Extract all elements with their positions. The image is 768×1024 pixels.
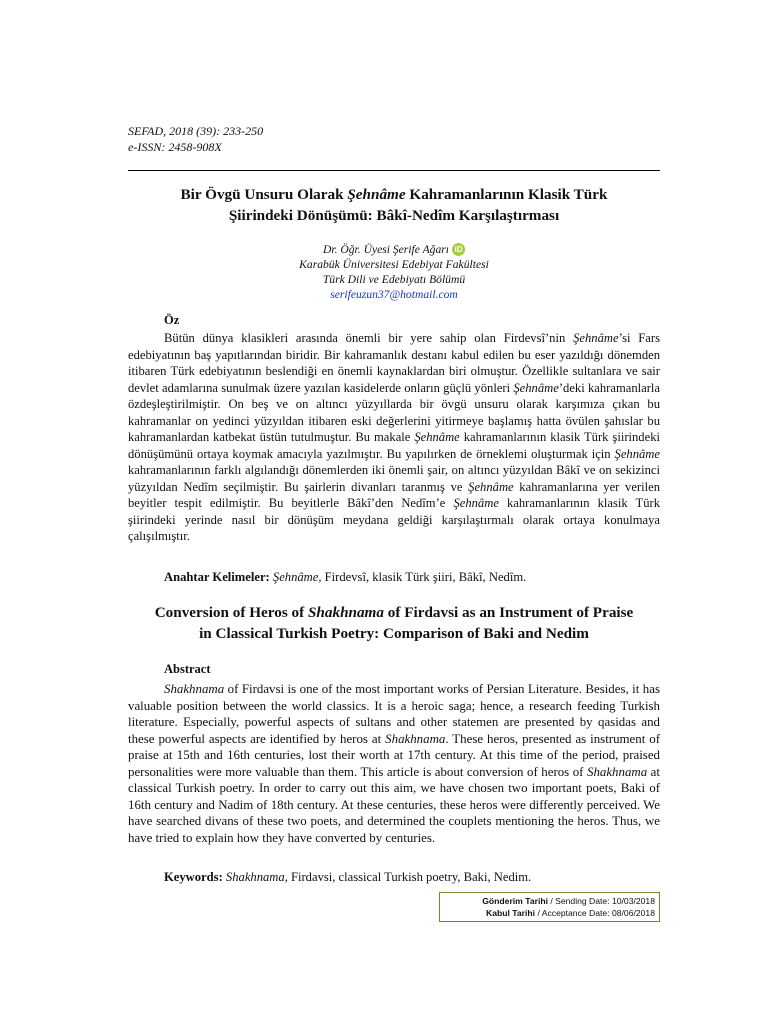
author-block <box>128 242 660 302</box>
author-email-link[interactable]: serifeuzun37@hotmail.com <box>330 288 458 301</box>
english-title-line-2: in Classical Turkish Poetry: Comparison of Baki and Nedim <box>199 625 589 642</box>
header-divider <box>128 170 660 171</box>
italic-term: Şehnâme <box>513 380 559 395</box>
italic-term: Şehnâme <box>468 479 514 494</box>
text-segment: of Firdavsi is one of the most important works of Persian Literature. Besides, it has valuable position between the world classics. It is a heroic saga; hence, a research feeding Turkish literature. Especially, powerful aspects of sultans and other statemen are presented by qasidas and these powerful aspects are identified by heros at <box>128 682 660 746</box>
text-segment: kahramanlarının klasik Türk şiirindeki yerinde nasıl bir dönüşüm meydana geldiği karşılaştırmalı olarak ortaya konulmaya çalışılmıştır. <box>128 496 660 543</box>
italic-term: Şehnâme <box>453 496 499 510</box>
turkish-title-line-2: Şiirindeki Dönüşümü: Bâkî-Nedîm Karşılaştırması <box>228 207 560 224</box>
turkish-title-line-1: Bir Övgü Unsuru Olarak Şehnâme Kahramanlarının Klasik Türk <box>180 186 608 203</box>
text-segment: ’si Fars edebiyatının baş yapıtlarından biridir. Bir kahramanlık destanı kabul edilen bu eser yazıldığı dönemden itibaren Türk edebiyatının beslendiği en önemli kaynaklardan biri olmuştur. Özellikle sultanlara ve sair devlet adamlarına sunulmak üzere yazılan kasidelerde onların güçlü yönleri <box>128 331 660 395</box>
oz-body <box>128 330 660 545</box>
italic-term: Şehnâme <box>414 430 460 444</box>
author-name: Dr. Öğr. Üyesi Şerife Ağarı <box>322 243 450 256</box>
orcid-icon[interactable]: iD <box>452 243 465 256</box>
text-segment: . These heros, presented as instrument of praise at 15th and 16th centuries, lost their worth at 17th century. At this time of the period, praised personalities were more valuable than them. This article is about conversion of heros of <box>128 731 660 779</box>
text-segment: kahramanlarının farklı algılandığı dönemlerden iki önemli şair, on altıncı yüzyıldan Bâkî ve on sekizinci yüzyıldan Nedîm seçilmiştir. Bu şairlerin divanları taranmış ve <box>128 463 660 494</box>
author-affiliation-1: Karabük Üniversitesi Edebiyat Fakültesi <box>299 258 489 271</box>
english-title <box>128 602 660 644</box>
turkish-keywords: Anahtar Kelimeler: Şehnâme, Firdevsî, klasik Türk şiiri, Bâkî, Nedîm. <box>164 570 527 584</box>
sending-date: Gönderim Tarihi / Sending Date: 10/03/2018 <box>482 896 655 906</box>
italic-term: Şehnâme <box>573 331 619 345</box>
text-segment: at classical Turkish poetry. In order to carry out this aim, we have chosen two important poets, Baki of 16th century and Nadim of 18th century. At these centuries, these heros were differently perceived. We have searched divans of these two poets, and determined the couplets mentioning the heros. Thus, we have tried to explain how they have converted by centuries. <box>128 764 660 845</box>
italic-term: Şehnâme <box>614 446 660 461</box>
turkish-title <box>128 184 660 226</box>
abstract-body <box>128 681 660 846</box>
text-segment: kahramanlarının klasik Türk şiirindeki dönüşümünü ortaya koymak amacıyla yazılmıştır. Bu yapılırken de örneklemi oluşturmak için <box>128 430 660 461</box>
italic-term: Shakhnama <box>164 682 225 696</box>
dates-box <box>439 892 660 922</box>
italic-term: Shakhnama <box>385 731 446 746</box>
journal-issn: e-ISSN: 2458-908X <box>128 140 222 154</box>
english-title-line-1: Conversion of Heros of Shakhnama of Firdavsi as an Instrument of Praise <box>154 604 634 621</box>
journal-header <box>128 123 263 155</box>
author-affiliation-2: Türk Dili ve Edebiyatı Bölümü <box>322 273 466 286</box>
text-segment: ’deki kahramanlarla özdeşleştirilmiştir. On beş ve on altıncı yüzyıllarda bir övgü unsuru olarak karşımıza çıkan bu kahramanlar on yedinci yüzyıldan itibaren eski değerlerini yitirmeye başlamış hatta övülen şahıslar bu kahramanlardan katbekat üstün tutulmuştur. Bu makale <box>128 380 661 444</box>
english-keywords: Keywords: Shakhnama, Firdavsi, classical Turkish poetry, Baki, Nedim. <box>164 870 532 884</box>
text-segment: kahramanlarına yer verilen beyitler tespit edilmiştir. Bu beyitlerle Bâkî’den Nedîm’e <box>128 479 661 510</box>
acceptance-date: Kabul Tarihi / Acceptance Date: 08/06/2018 <box>486 908 655 918</box>
oz-heading: Öz <box>164 313 180 327</box>
abstract-heading: Abstract <box>164 662 211 676</box>
text-segment: Bütün dünya klasikleri arasında önemli bir yere sahip olan Firdevsî’nin <box>164 331 574 345</box>
italic-term: Shakhnama <box>587 764 648 779</box>
journal-citation: SEFAD, 2018 (39): 233-250 <box>128 124 264 138</box>
